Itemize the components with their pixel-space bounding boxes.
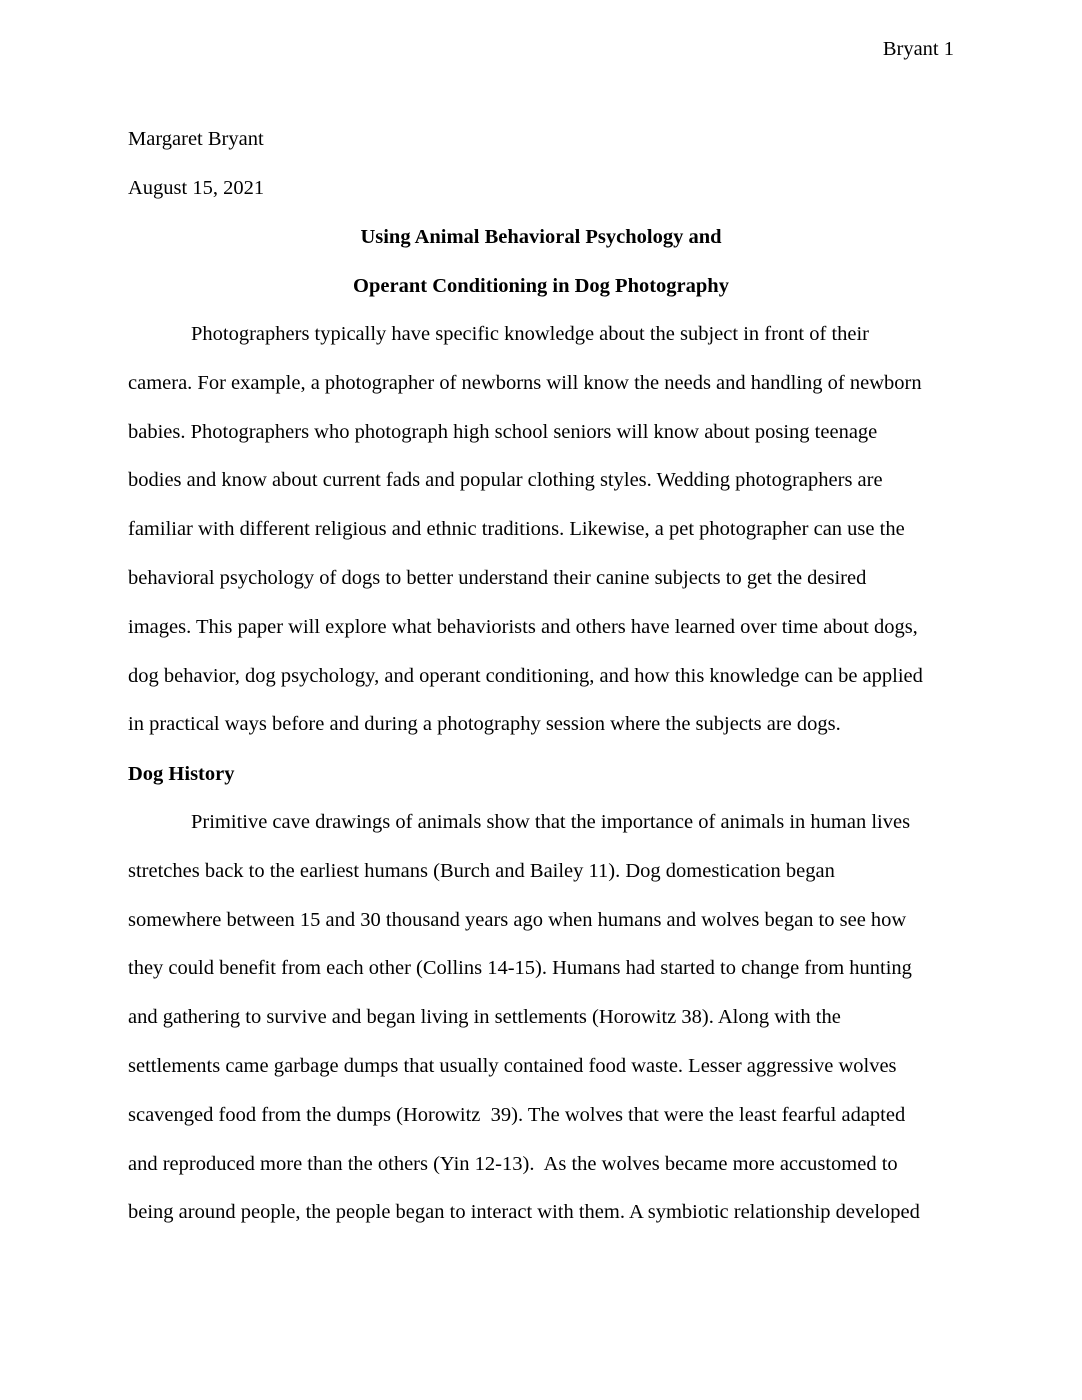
paragraph-line: familiar with different religious and ethnic traditions. Likewise, a pet photographer can use the <box>128 518 905 540</box>
section-heading: Dog History <box>128 763 235 785</box>
paragraph-line: they could benefit from each other (Collins 14-15). Humans had started to change from hunting <box>128 957 912 979</box>
paragraph-line: and reproduced more than the others (Yin 12-13). As the wolves became more accustomed to <box>128 1153 898 1175</box>
paragraph-line: camera. For example, a photographer of newborns will know the needs and handling of newborn <box>128 372 922 394</box>
paragraph-line: Primitive cave drawings of animals show that the importance of animals in human lives <box>191 811 911 833</box>
paragraph-line: babies. Photographers who photograph high school seniors will know about posing teenage <box>128 421 878 443</box>
paragraph-line: behavioral psychology of dogs to better understand their canine subjects to get the desired <box>128 567 867 589</box>
paragraph-line: dog behavior, dog psychology, and operant conditioning, and how this knowledge can be applied <box>128 665 923 687</box>
date: August 15, 2021 <box>128 177 265 199</box>
paragraph-line: scavenged food from the dumps (Horowitz 39). The wolves that were the least fearful adapted <box>128 1104 906 1126</box>
paragraph-line: in practical ways before and during a photography session where the subjects are dogs. <box>128 713 841 735</box>
paragraph-line: being around people, the people began to interact with them. A symbiotic relationship developed <box>128 1201 920 1223</box>
paragraph-line: and gathering to survive and began living in settlements (Horowitz 38). Along with the <box>128 1006 841 1028</box>
paragraph-line: bodies and know about current fads and popular clothing styles. Wedding photographers are <box>128 469 883 491</box>
paragraph-line: Photographers typically have specific knowledge about the subject in front of their <box>191 323 870 345</box>
title-line-2: Operant Conditioning in Dog Photography <box>353 275 729 297</box>
paragraph-line: somewhere between 15 and 30 thousand years ago when humans and wolves began to see how <box>128 909 907 931</box>
paragraph-line: settlements came garbage dumps that usually contained food waste. Lesser aggressive wolves <box>128 1055 897 1077</box>
paragraph-line: stretches back to the earliest humans (Burch and Bailey 11). Dog domestication began <box>128 860 835 882</box>
author-name: Margaret Bryant <box>128 128 264 150</box>
title-line-1: Using Animal Behavioral Psychology and <box>360 226 722 248</box>
paragraph-line: images. This paper will explore what behaviorists and others have learned over time about dogs, <box>128 616 918 638</box>
running-head: Bryant 1 <box>882 38 954 60</box>
